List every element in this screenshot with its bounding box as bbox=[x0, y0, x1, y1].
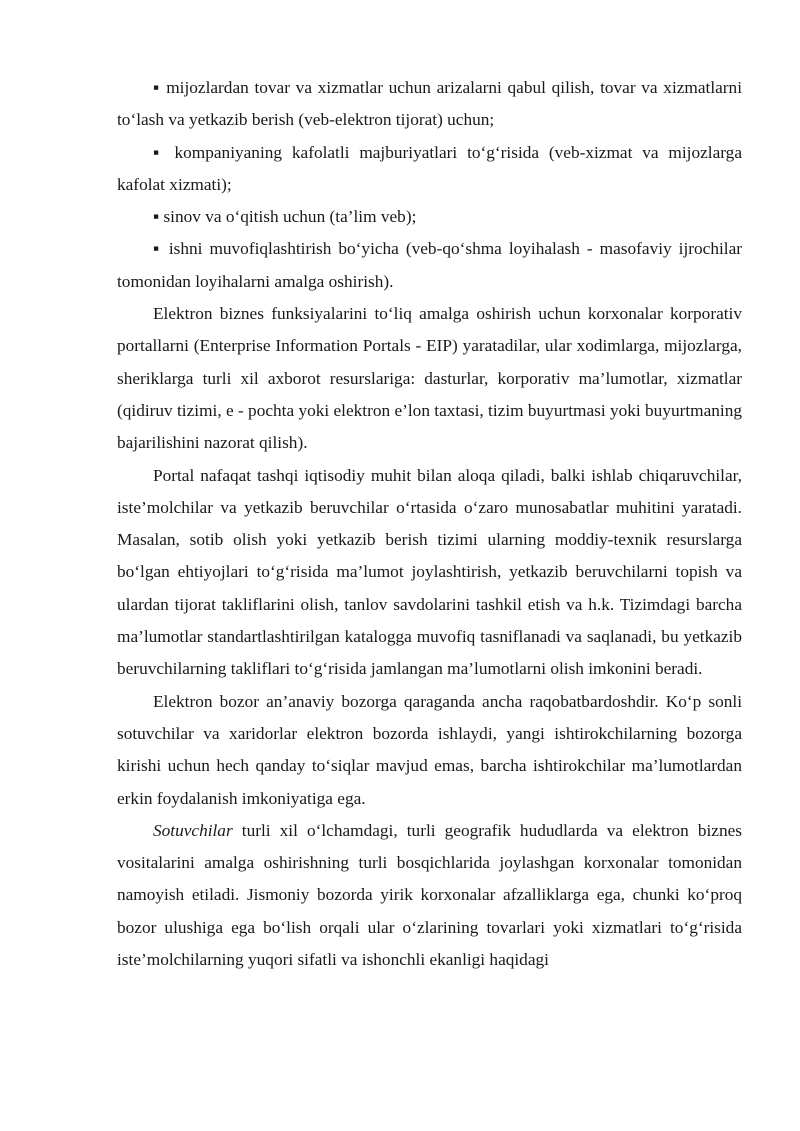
paragraph-text: ▪ sinov va o‘qitish uchun (ta’lim veb); bbox=[153, 207, 417, 227]
paragraph-text: turli xil o‘lchamdagi, turli geografik hududlarda va elektron biznes vositalarini amalga oshirishning turli bosqichlarida joylashgan korxonalar tomonidan namoyish etiladi. Jismoniy bozorda yirik korxonalar afzalliklarga ega, chunki ko‘proq bozor ulushiga ega bo‘lish orqali ular o‘zlarining tovarlari yoki xizmatlari to‘g‘risida iste’molchilarning yuqori sifatli va ishonchli ekanligi haqidagi bbox=[117, 820, 742, 970]
paragraph-sellers bbox=[117, 815, 742, 976]
bullet-item-warranty bbox=[117, 137, 742, 202]
paragraph-lead-italic: Sotuvchilar bbox=[153, 820, 233, 840]
bullet-item-education bbox=[117, 201, 742, 233]
bullet-item-coordination bbox=[117, 233, 742, 298]
bullet-item-order-intake bbox=[117, 72, 742, 137]
paragraph-text: Portal nafaqat tashqi iqtisodiy muhit bilan aloqa qiladi, balki ishlab chiqaruvchilar, iste’molchilar va yetkazib beruvchilar o‘rtasida o‘zaro munosabatlar muhitini yaratadi. Masalan, sotib olish yoki yetkazib berish tizimi ularning moddiy-texnik resurslarga bo‘lgan ehtiyojlari to‘g‘risida ma’lumot joylashtirish, yetkazib beruvchilarni topish va ulardan tijorat takliflarini olish, tanlov savdolarini tashkil etish va h.k. Tizimdagi barcha ma’lumotlar standartlashtirilgan katalogga muvofiq tasniflanadi va saqlanadi, bu yetkazib beruvchilarning takliflari to‘g‘risida jamlangan ma’lumotlarni olish imkonini beradi. bbox=[117, 465, 742, 679]
paragraph-electronic-market bbox=[117, 686, 742, 815]
paragraph-text: ▪ mijozlardan tovar va xizmatlar uchun arizalarni qabul qilish, tovar va xizmatlarni to‘lash va yetkazib berish (veb-elektron tijorat) uchun; bbox=[117, 78, 742, 130]
paragraph-text: ▪ ishni muvofiqlashtirish bo‘yicha (veb-qo‘shma loyihalash - masofaviy ijrochilar tomonidan loyihalarni amalga oshirish). bbox=[117, 239, 742, 291]
paragraph-text: ▪ kompaniyaning kafolatli majburiyatlari to‘g‘risida (veb-xizmat va mijozlarga kafolat xizmati); bbox=[117, 142, 742, 194]
paragraph-portal-environment bbox=[117, 460, 742, 686]
paragraph-text: Elektron bozor an’anaviy bozorga qaraganda ancha raqobatbardoshdir. Ko‘p sonli sotuvchilar va xaridorlar elektron bozorda ishlaydi, yangi ishtirokchilarning bozorga kirishi uchun hech qanday to‘siqlar mavjud emas, barcha ishtirokchilar ma’lumotlardan erkin foydalanish imkoniyatiga ega. bbox=[117, 691, 742, 808]
document-page bbox=[117, 72, 742, 976]
paragraph-text: Elektron biznes funksiyalarini to‘liq amalga oshirish uchun korxonalar korporativ portallarni (Enterprise Information Portals - EIP) yaratadilar, ular xodimlarga, mijozlarga, sheriklarga turli xil axborot resurslariga: dasturlar, korporativ ma’lumotlar, xizmatlar (qidiruv tizimi, e - pochta yoki elektron e’lon taxtasi, tizim buyurtmasi yoki buyurtmaning bajarilishini nazorat qilish). bbox=[117, 304, 742, 453]
paragraph-portals bbox=[117, 298, 742, 459]
